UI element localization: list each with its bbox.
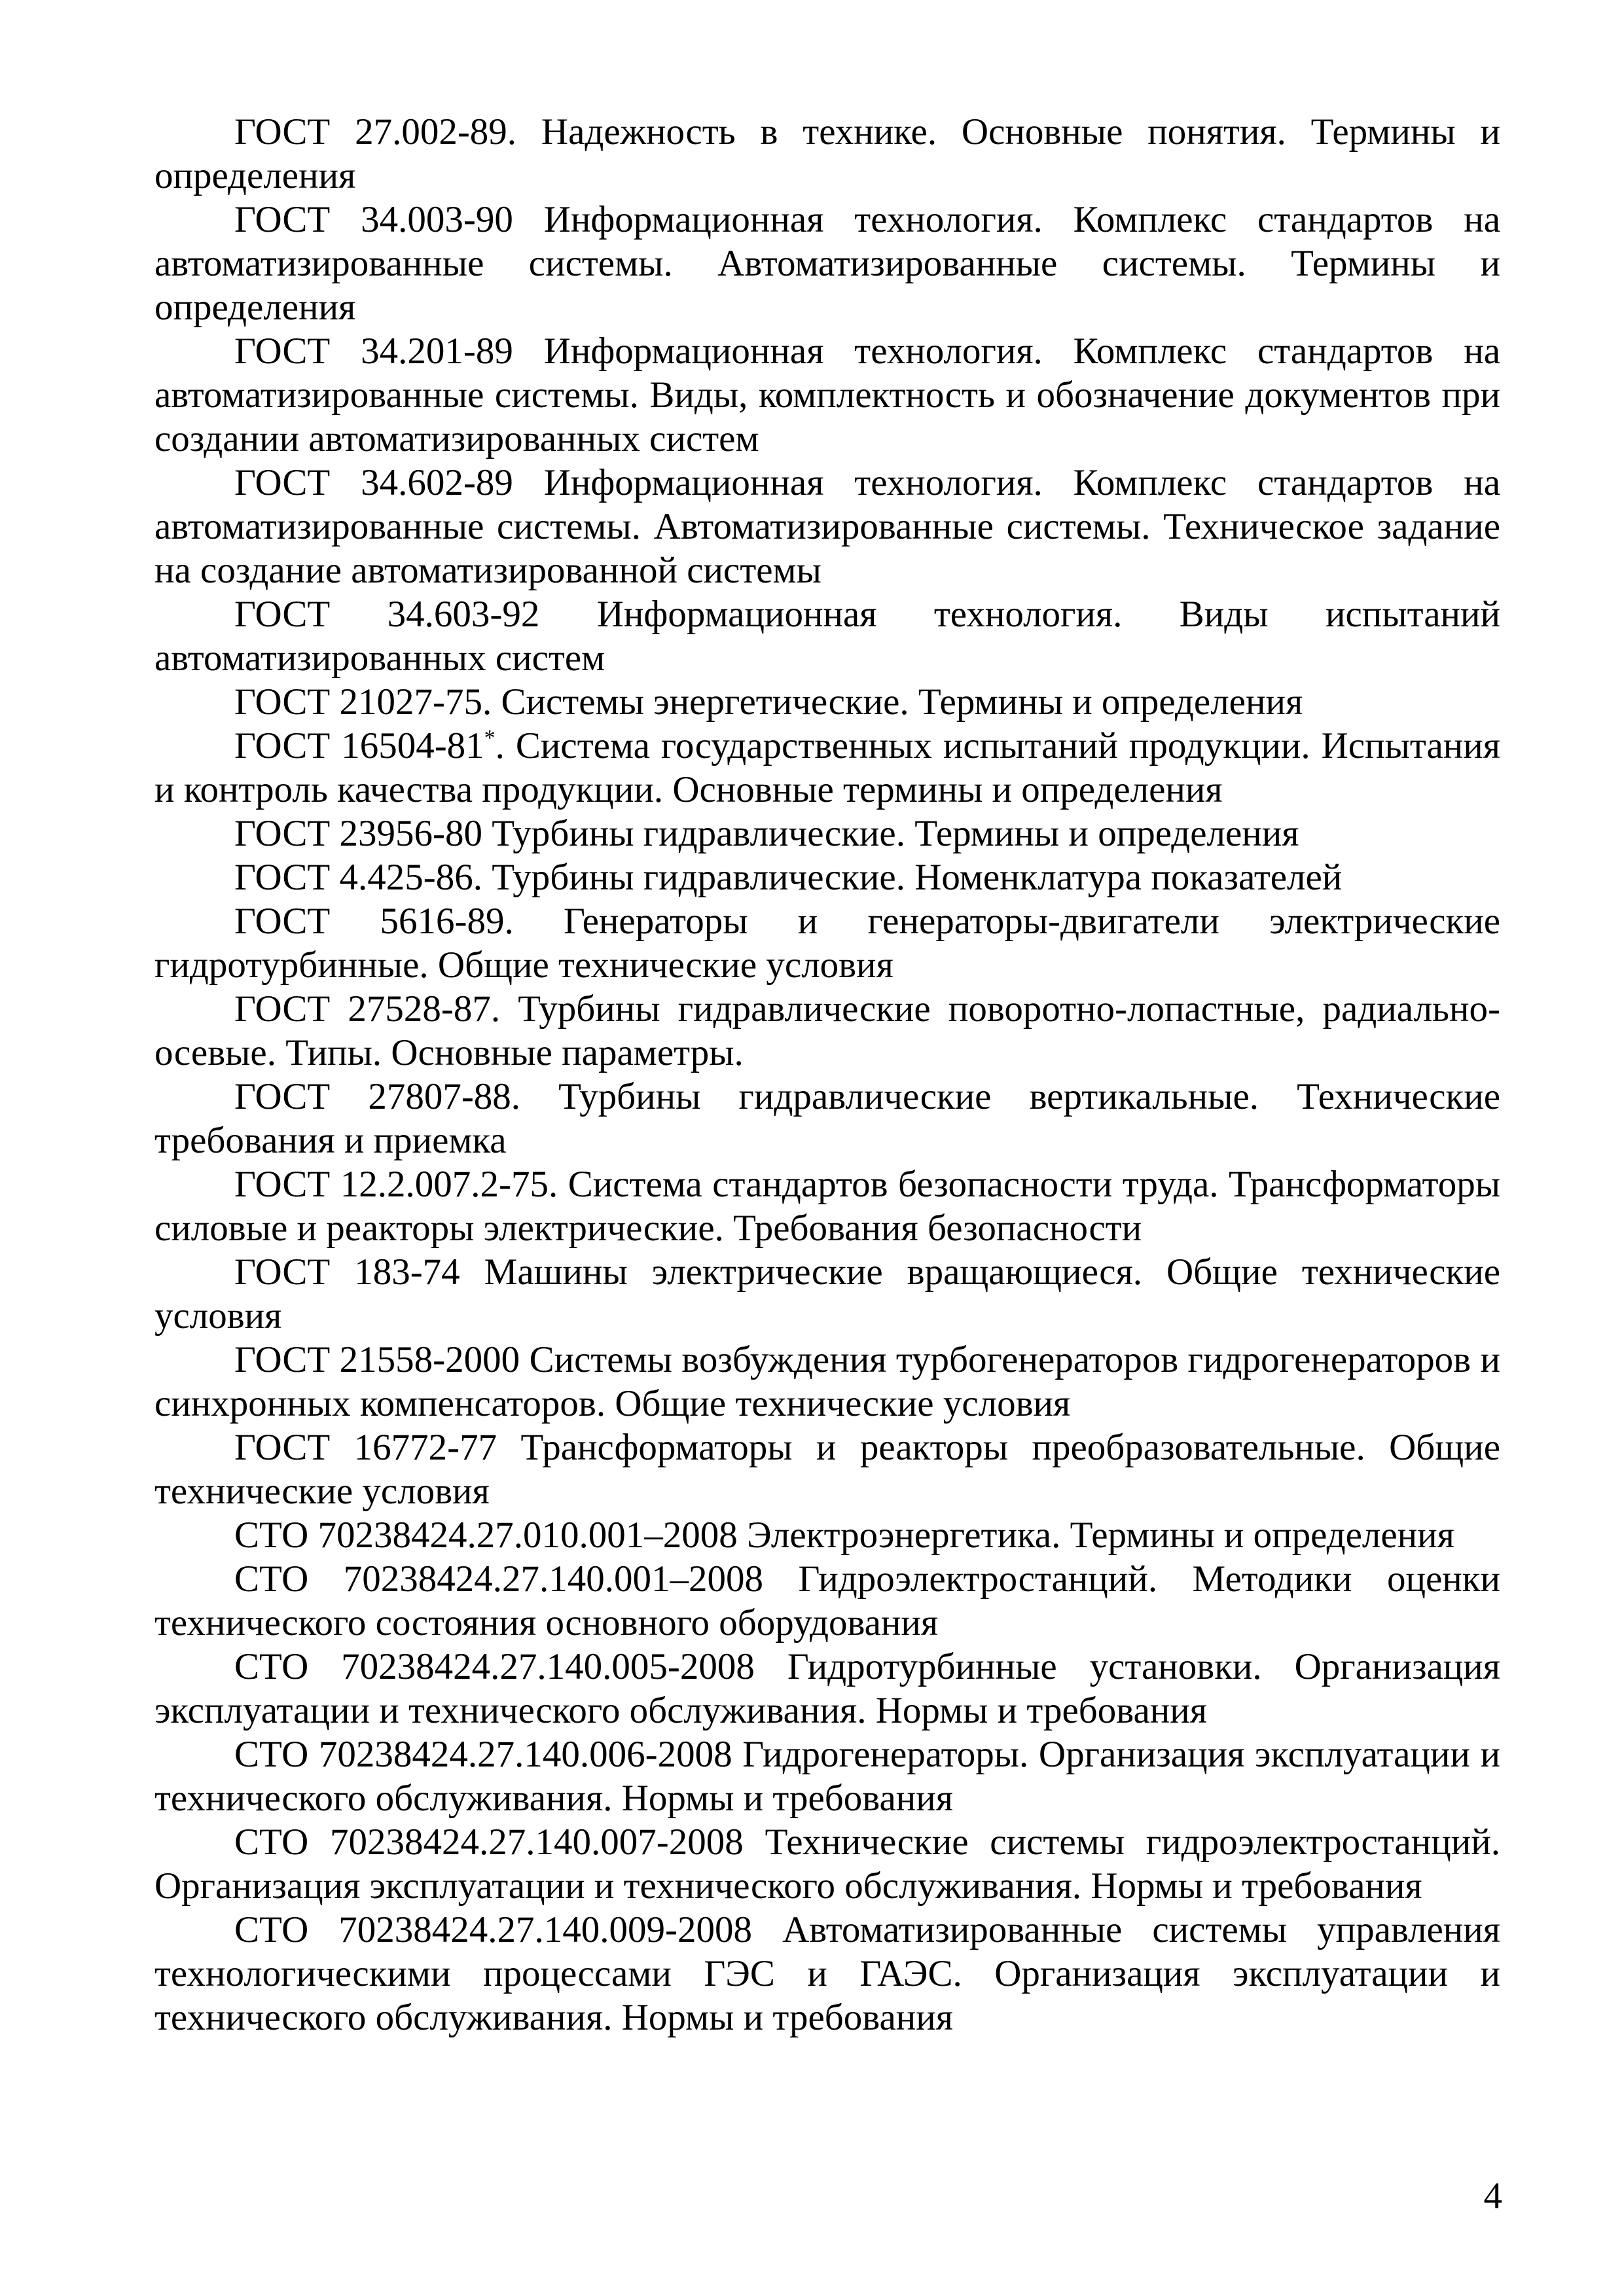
reference-item [154,110,1500,198]
reference-code: ГОСТ 34.003-90 [234,199,513,240]
reference-code-suffix: . [495,725,505,766]
reference-title: Гидротурбинные установки. Организация эксплуатации и технического обслуживания. Нормы и требования [154,1646,1500,1731]
reference-title: Трансформаторы и реакторы преобразовательные. Общие технические условия [154,1427,1500,1512]
reference-item [154,1426,1500,1513]
reference-code: ГОСТ 27807-88. [234,1076,521,1117]
reference-title: Информационная технология. Комплекс стандартов на автоматизированные системы. Автоматизированные системы. Техническое задание на создание автоматизированной системы [154,462,1500,591]
reference-title: Система государственных испытаний продукции. Испытания и контроль качества продукции. Основные термины и определения [154,725,1500,810]
reference-code: СТО 70238424.27.140.001–2008 [234,1558,763,1600]
reference-item [154,1075,1500,1162]
reference-title: Гидроэлектростанций. Методики оценки технического состояния основного оборудования [154,1558,1500,1643]
reference-title: Информационная технология. Комплекс стандартов на автоматизированные системы. Автоматизированные системы. Термины и определения [154,199,1500,328]
reference-item [154,198,1500,329]
reference-title: Генераторы и генераторы-двигатели электрические гидротурбинные. Общие технические условия [154,901,1500,986]
reference-title: Электроэнергетика. Термины и определения [747,1515,1454,1556]
reference-code: СТО 70238424.27.140.007-2008 [234,1821,744,1863]
reference-list [154,110,1500,2039]
reference-code: ГОСТ 12.2.007.2-75. [234,1164,558,1205]
reference-item [154,724,1500,812]
reference-title: Информационная технология. Комплекс стандартов на автоматизированные системы. Виды, комплектность и обозначение документов при создании автоматизированных систем [154,331,1500,459]
reference-title: Системы энергетические. Термины и определения [501,681,1303,723]
reference-code: СТО 70238424.27.140.005-2008 [234,1646,755,1687]
reference-item [154,1250,1500,1338]
reference-title: Система стандартов безопасности труда. Трансформаторы силовые и реакторы электрические. Требования безопасности [154,1164,1501,1249]
reference-item [154,592,1500,680]
reference-title: Турбины гидравлические поворотно-лопастные, радиально-осевые. Типы. Основные параметры. [154,988,1500,1073]
reference-code: ГОСТ 4.425-86. [234,857,482,898]
reference-item [154,1513,1500,1557]
reference-title: Системы возбуждения турбогенераторов гидрогенераторов и синхронных компенсаторов. Общие технические условия [154,1339,1500,1424]
reference-item [154,1645,1500,1732]
reference-item [154,329,1500,461]
reference-title: Турбины гидравлические. Номенклатура показателей [492,857,1343,898]
reference-item [154,1820,1500,1908]
reference-item [154,987,1500,1075]
reference-code: СТО 70238424.27.140.009-2008 [234,1909,753,1950]
reference-code: СТО 70238424.27.140.006-2008 [234,1734,732,1775]
reference-code: ГОСТ 27.002-89. [234,111,517,152]
reference-code: ГОСТ 27528-87. [234,988,501,1030]
reference-item [154,680,1500,724]
reference-item [154,1908,1500,2039]
page-number: 4 [1483,2176,1502,2217]
reference-item [154,1338,1500,1426]
reference-code: ГОСТ 5616-89. [234,901,514,942]
reference-item [154,855,1500,899]
reference-title: Машины электрические вращающиеся. Общие технические условия [154,1251,1500,1336]
reference-item [154,1162,1500,1250]
reference-code: ГОСТ 34.603-92 [234,594,540,635]
reference-code: ГОСТ 34.201-89 [234,331,513,372]
reference-title: Автоматизированные системы управления технологическими процессами ГЭС и ГАЭС. Организация эксплуатации и технического обслуживания. Нормы и требования [154,1909,1501,2038]
reference-item [154,899,1500,987]
reference-code: ГОСТ 34.602-89 [234,462,513,503]
reference-item [154,1557,1500,1645]
reference-code: СТО 70238424.27.010.001–2008 [234,1515,738,1556]
reference-code: ГОСТ 23956-80 [234,813,482,854]
reference-title: Турбины гидравлические вертикальные. Технические требования и приемка [154,1076,1500,1161]
reference-title: Турбины гидравлические. Термины и определения [492,813,1299,854]
reference-code: ГОСТ 16504-81 [234,725,484,766]
reference-title: Надежность в технике. Основные понятия. Термины и определения [154,111,1500,196]
reference-item [154,812,1500,855]
reference-title: Информационная технология. Виды испытаний автоматизированных систем [154,594,1500,679]
reference-code: ГОСТ 21558-2000 [234,1339,520,1380]
reference-item [154,1732,1500,1820]
reference-title: Технические системы гидроэлектростанций. Организация эксплуатации и технического обслуживания. Нормы и требования [154,1821,1500,1907]
reference-code: ГОСТ 21027-75. [234,681,492,723]
footnote-asterisk: * [484,726,496,750]
reference-title: Гидрогенераторы. Организация эксплуатации и технического обслуживания. Нормы и требования [154,1734,1501,1819]
reference-code: ГОСТ 16772-77 [234,1427,497,1468]
reference-item [154,461,1500,592]
reference-code: ГОСТ 183-74 [234,1251,460,1293]
